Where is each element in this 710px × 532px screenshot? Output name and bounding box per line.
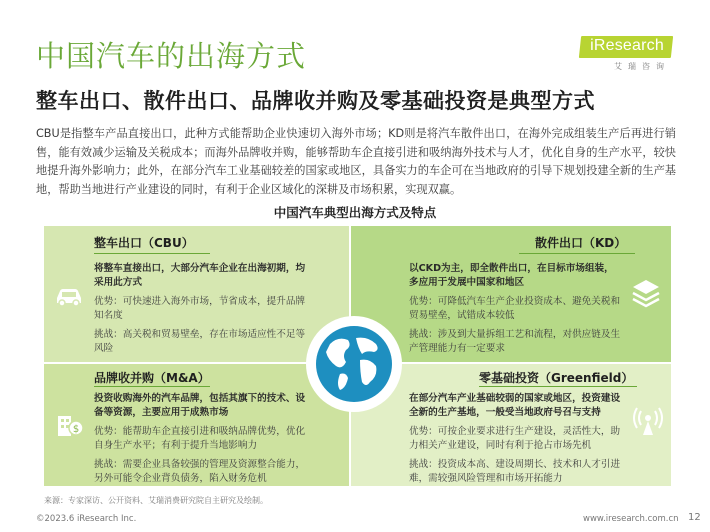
globe-icon bbox=[316, 326, 392, 402]
logo-subtext: 艾瑞咨询 bbox=[614, 62, 670, 71]
ma-pro: 优势：能帮助车企直接引进和吸纳品牌优势，优化自身生产水平；有利于提升当地影响力 bbox=[94, 426, 306, 451]
page-subtitle: 整车出口、散件出口、品牌收并购及零基础投资是典型方式 bbox=[36, 89, 595, 113]
greenfield-lead: 在部分汽车产业基础较弱的国家或地区，投资建设全新的生产基地，一般受当地政府号召与支持 bbox=[409, 393, 621, 418]
kd-pro: 优势：可降低汽车生产企业投资成本、避免关税和贸易壁垒，试错成本较低 bbox=[409, 296, 621, 321]
copyright: ©2023.6 iResearch Inc. bbox=[36, 514, 137, 524]
ma-text bbox=[94, 392, 308, 491]
cbu-con: 挑战：高关税和贸易壁垒，存在市场适应性不足等风险 bbox=[94, 329, 306, 354]
greenfield-heading: 零基础投资（Greenfield） bbox=[479, 371, 634, 385]
svg-text:$: $ bbox=[72, 424, 80, 435]
kd-heading: 散件出口（KD） bbox=[535, 236, 627, 250]
ma-con: 挑战：需要企业具备较强的管理及资源整合能力，另外可能令企业背负债务，陷入财务危机 bbox=[94, 459, 306, 484]
quadrant-ma bbox=[44, 364, 349, 486]
signal-tower-icon bbox=[631, 404, 665, 438]
greenfield-con: 挑战：投资成本高、建设周期长、技术和人才引进难，需较强风险管理和市场开拓能力 bbox=[409, 459, 621, 484]
ma-underline bbox=[94, 386, 210, 387]
quadrant-cbu bbox=[44, 226, 349, 362]
money-building-icon bbox=[52, 408, 86, 442]
kd-text bbox=[409, 262, 621, 361]
kd-con: 挑战：涉及到大量拆组工艺和流程，对供应链及生产管理能力有一定要求 bbox=[409, 329, 621, 354]
cbu-pro: 优势：可快速进入海外市场，节省成本，提升品牌知名度 bbox=[94, 296, 306, 321]
logo-text: iResearch bbox=[590, 37, 664, 54]
ma-lead: 投资收购海外的汽车品牌，包括其旗下的技术、设备等资源，主要应用于成熟市场 bbox=[94, 393, 306, 418]
quadrant-kd bbox=[351, 226, 671, 362]
iresearch-logo bbox=[580, 36, 672, 72]
kd-lead: 以CKD为主，即全散件出口，在目标市场组装，多应用于发展中国家和地区 bbox=[409, 263, 614, 288]
intro-paragraph: CBU是指整车产品直接出口，此种方式能帮助企业快速切入海外市场；KD则是将汽车散件出口，在海外完成组装生产后再进行销售，能有效减少运输及关税成本；而海外品牌收并购，能够帮助车企直接引进和吸纳海外技术与人才，优化自身的生产水平，较快地提升海外影响力；此外，在部分汽车工业基础较差的国家或地区，具备实力的车企可在当地政府的引导下规划投建全新的生产基地，帮助当地进行产业建设的同时，有利于企业区域化的深耕及市场积累，实现双赢。 bbox=[36, 127, 676, 196]
page-title: 中国汽车的出海方式 bbox=[36, 39, 307, 73]
quadrant-greenfield bbox=[351, 364, 671, 486]
cbu-heading: 整车出口（CBU） bbox=[94, 236, 194, 250]
cbu-text bbox=[94, 262, 306, 361]
greenfield-underline bbox=[479, 386, 637, 387]
cbu-underline bbox=[94, 253, 210, 254]
greenfield-text bbox=[409, 392, 623, 491]
page-number: 12 bbox=[688, 512, 701, 523]
source-note: 来源：专家深访、公开资料、艾瑞消费研究院自主研究及绘制。 bbox=[44, 496, 268, 505]
kd-underline bbox=[519, 253, 635, 254]
greenfield-pro: 优势：可按企业要求进行生产建设，灵活性大，助力相关产业建设，同时有利于抢占市场先机 bbox=[409, 426, 621, 451]
chart-title: 中国汽车典型出海方式及特点 bbox=[273, 205, 437, 220]
car-icon bbox=[52, 278, 86, 312]
website-url: www.iresearch.com.cn bbox=[583, 514, 679, 524]
layers-icon bbox=[629, 276, 663, 310]
ma-heading: 品牌收并购（M&A） bbox=[94, 371, 210, 385]
cbu-lead: 将整车直接出口，大部分汽车企业在出海初期，均采用此方式 bbox=[94, 263, 306, 288]
